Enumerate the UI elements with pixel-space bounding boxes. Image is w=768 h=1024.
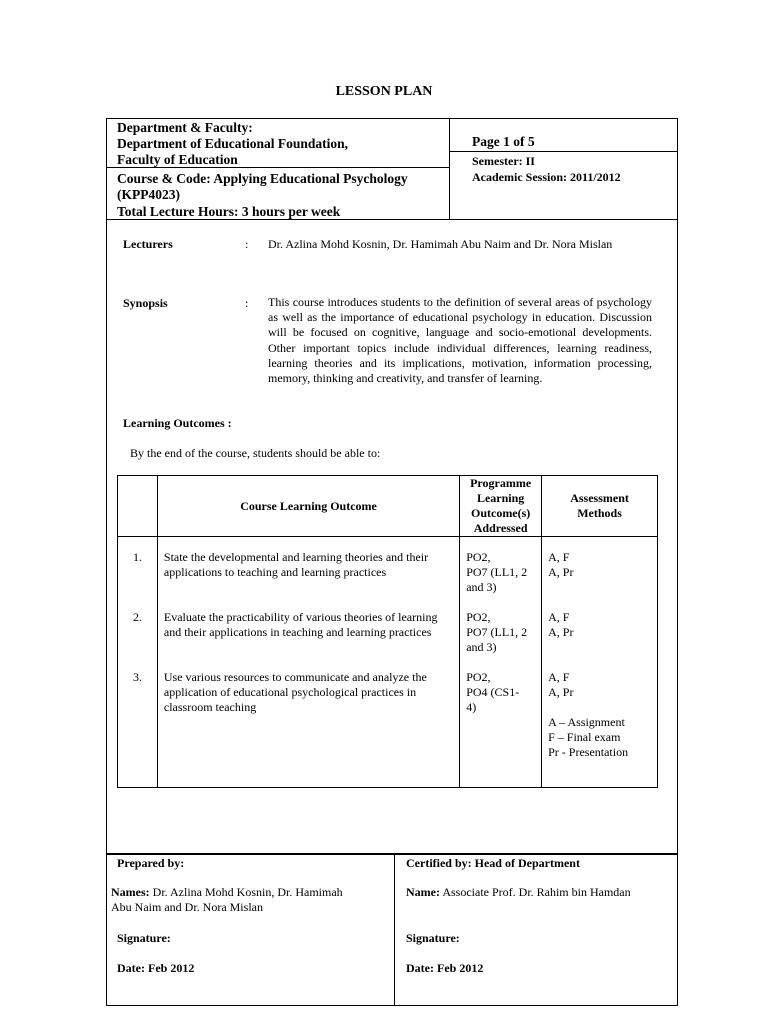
prepared-names xyxy=(111,885,391,915)
academic-session: Academic Session: 2011/2012 xyxy=(472,170,621,184)
synopsis-colon: : xyxy=(245,296,249,310)
assessment-cell xyxy=(548,550,655,610)
prepared-date: Date: Feb 2012 xyxy=(117,961,195,975)
assessment-cell xyxy=(548,670,655,760)
outcome-text: Use various resources to communicate and analyze the application of educational psychological practices in classroom teaching xyxy=(163,670,427,714)
assessment-line: A, Pr xyxy=(548,565,574,579)
row-number: 1. xyxy=(132,550,142,564)
header-divider xyxy=(449,118,450,220)
plo-line: PO2, xyxy=(466,550,491,564)
prepared-names-line2: Abu Naim and Dr. Nora Mislan xyxy=(111,900,263,915)
header-plo-line: Addressed xyxy=(473,521,528,535)
assessment-line: A, F xyxy=(548,550,570,564)
outcome-column xyxy=(157,537,459,788)
certified-name-label: Name: xyxy=(406,885,440,899)
plo-line: PO2, xyxy=(466,610,491,624)
synopsis-label: Synopsis xyxy=(123,296,168,310)
course-code: Course & Code: Applying Educational Psychology xyxy=(117,171,408,186)
certified-signature-label: Signature: xyxy=(406,931,460,945)
synopsis-text: This course introduces students to the definition of several areas of psychology as well as the importance of educational psychology in education. Discussion will be focused on cognitive, language and socio-emotional developments. Other important topics include individual differences, learning readiness, learning theories and its implications, motivation, information processing, memory, thinking and creativity, and transfer of learning. xyxy=(268,295,652,386)
header-number xyxy=(118,476,158,537)
header-plo-line: Outcome(s) xyxy=(470,506,531,520)
assessment-cell xyxy=(548,610,655,670)
header-plo-line: Programme xyxy=(470,476,532,490)
row-number: 3. xyxy=(132,670,142,684)
plo-cell xyxy=(466,550,539,610)
header-plo-line: Learning xyxy=(476,491,525,505)
dept-name: Department of Educational Foundation, xyxy=(117,136,349,151)
learning-outcomes-table xyxy=(117,475,658,788)
assessment-legend: F – Final exam xyxy=(548,730,621,744)
lecturers-value: Dr. Azlina Mohd Kosnin, Dr. Hamimah Abu Naim and Dr. Nora Mislan xyxy=(268,237,613,251)
course-code-number: (KPP4023) xyxy=(117,187,180,202)
plo-line: PO7 (LL1, 2 xyxy=(466,565,528,579)
plo-cell xyxy=(466,670,539,715)
plo-line: 4) xyxy=(466,700,477,714)
assessment-line: A, Pr xyxy=(548,685,574,699)
signature-box xyxy=(106,854,678,1006)
outcome-text: Evaluate the practicability of various theories of learning and their applications in teaching and learning practices xyxy=(163,610,438,639)
page-number: Page 1 of 5 xyxy=(472,134,535,149)
row-number: 2. xyxy=(132,610,142,624)
certified-by-heading: Certified by: Head of Department xyxy=(406,856,580,870)
plo-line: PO2, xyxy=(466,670,491,684)
semester: Semester: II xyxy=(472,154,535,168)
lecturers-colon: : xyxy=(245,237,249,251)
prepared-names-label: Names: xyxy=(111,885,150,899)
prepared-signature-label: Signature: xyxy=(117,931,171,945)
certified-name-value: Associate Prof. Dr. Rahim bin Hamdan xyxy=(442,885,631,899)
number-column xyxy=(118,537,158,788)
header-rule-right xyxy=(449,151,678,152)
certified-name xyxy=(406,885,674,900)
outcomes-intro: By the end of the course, students should be able to: xyxy=(130,446,381,460)
header-assess-line: Methods xyxy=(577,506,622,520)
plo-cell xyxy=(466,610,539,670)
document-title: LESSON PLAN xyxy=(335,84,433,99)
assessment-line: A, F xyxy=(548,670,570,684)
plo-line: PO4 (CS1- xyxy=(466,685,520,699)
header-programme-outcomes xyxy=(460,476,542,537)
table-body-row xyxy=(118,537,658,788)
plo-line: and 3) xyxy=(466,580,497,594)
assessment-legend: A – Assignment xyxy=(548,715,625,729)
plo-line: PO7 (LL1, 2 xyxy=(466,625,528,639)
signature-divider xyxy=(394,854,395,1006)
plo-line: and 3) xyxy=(466,640,497,654)
assessment-legend: Pr - Presentation xyxy=(548,745,629,759)
lecturers-label: Lecturers xyxy=(123,237,173,251)
assessment-line: A, Pr xyxy=(548,625,574,639)
table-header-row xyxy=(118,476,658,537)
prepared-by-heading: Prepared by: xyxy=(117,856,185,870)
outcome-text: State the developmental and learning theories and their applications to teaching and learning practices xyxy=(163,550,429,579)
header-course-learning-outcome: Course Learning Outcome xyxy=(157,476,459,537)
certified-date: Date: Feb 2012 xyxy=(406,961,484,975)
assessment-column xyxy=(542,537,658,788)
assessment-line: A, F xyxy=(548,610,570,624)
dept-label: Department & Faculty: xyxy=(117,120,253,135)
header-assessment-methods xyxy=(542,476,658,537)
plo-column xyxy=(460,537,542,788)
learning-outcomes-label: Learning Outcomes : xyxy=(123,416,232,430)
faculty-name: Faculty of Education xyxy=(117,152,238,167)
prepared-names-line1: Dr. Azlina Mohd Kosnin, Dr. Hamimah xyxy=(152,885,343,899)
header-assess-line: Assessment xyxy=(570,491,629,505)
lecture-hours: Total Lecture Hours: 3 hours per week xyxy=(117,204,341,219)
